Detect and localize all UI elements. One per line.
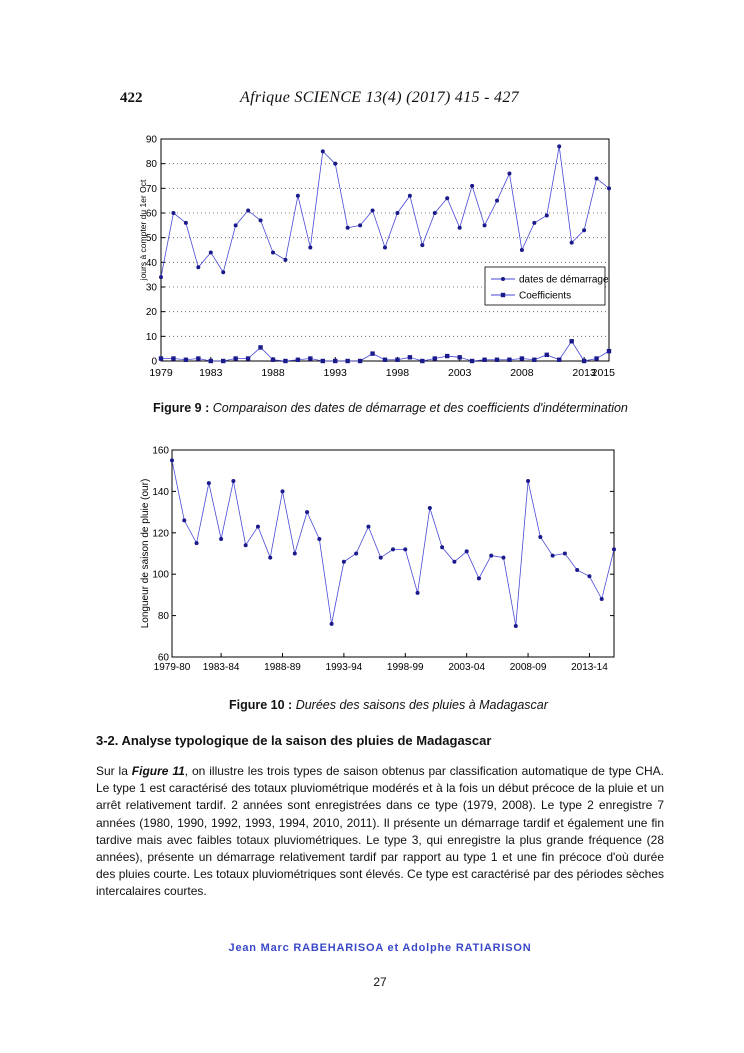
- data-point-season-length: [600, 597, 604, 601]
- x-tick-label: 2015: [591, 367, 615, 379]
- data-point-season-length: [207, 481, 211, 485]
- data-point-dates: [234, 223, 238, 227]
- data-point-coefficients: [196, 356, 200, 360]
- data-point-season-length: [526, 479, 530, 483]
- data-point-season-length: [219, 537, 223, 541]
- legend-marker-square: [501, 293, 505, 297]
- section-heading: 3-2. Analyse typologique de la saison des pluies de Madagascar: [96, 733, 492, 748]
- data-point-coefficients: [358, 359, 362, 363]
- data-point-season-length: [563, 552, 567, 556]
- data-point-season-length: [587, 574, 591, 578]
- data-point-season-length: [379, 556, 383, 560]
- data-point-season-length: [293, 552, 297, 556]
- x-tick-label: 2003-04: [448, 662, 486, 673]
- y-tick-label: 0: [151, 356, 157, 368]
- plot-frame: [172, 450, 614, 657]
- y-tick-label: 80: [145, 159, 157, 171]
- x-tick-label: 1998: [385, 367, 410, 379]
- data-point-season-length: [416, 591, 420, 595]
- data-point-coefficients: [321, 359, 325, 363]
- data-point-coefficients: [457, 355, 461, 359]
- data-point-dates: [221, 270, 225, 274]
- data-point-dates: [545, 213, 549, 217]
- x-tick-label: 2013-14: [571, 662, 608, 673]
- y-axis-label: Longueur de saison de pluie (our): [140, 478, 151, 629]
- data-point-dates: [333, 162, 337, 166]
- data-point-season-length: [330, 622, 334, 626]
- x-tick-label: 1983-84: [202, 662, 240, 673]
- data-point-season-length: [268, 556, 272, 560]
- data-point-coefficients: [308, 356, 312, 360]
- data-point-coefficients: [569, 339, 573, 343]
- series-line-season-length: [172, 460, 614, 626]
- data-point-season-length: [440, 545, 444, 549]
- x-tick-label: 1979-80: [153, 662, 191, 673]
- data-point-dates: [532, 221, 536, 225]
- figure-11-reference: Figure 11: [131, 764, 185, 778]
- data-point-coefficients: [470, 359, 474, 363]
- figure-10-chart: [136, 442, 620, 678]
- y-tick-label: 140: [152, 486, 169, 498]
- data-point-season-length: [366, 525, 370, 529]
- data-point-season-length: [575, 568, 579, 572]
- data-point-coefficients: [258, 345, 262, 349]
- y-tick-label: 10: [145, 331, 157, 343]
- data-point-dates: [607, 186, 611, 190]
- data-point-season-length: [538, 535, 542, 539]
- data-point-coefficients: [545, 353, 549, 357]
- y-tick-label: 40: [145, 257, 157, 269]
- data-point-coefficients: [433, 356, 437, 360]
- data-point-dates: [259, 218, 263, 222]
- data-point-dates: [557, 144, 561, 148]
- data-point-dates: [308, 246, 312, 250]
- y-tick-label: 120: [152, 528, 169, 540]
- data-point-dates: [595, 176, 599, 180]
- data-point-dates: [395, 211, 399, 215]
- figure-10-svg: [136, 442, 620, 678]
- figure-9-caption-text: Comparaison des dates de démarrage et des coefficients d'indétermination: [212, 401, 628, 415]
- x-tick-label: 1988-89: [264, 662, 301, 673]
- x-tick-label: 2013: [572, 367, 596, 379]
- data-point-dates: [570, 241, 574, 245]
- data-point-coefficients: [333, 359, 337, 363]
- data-point-dates: [420, 243, 424, 247]
- data-point-dates: [582, 228, 586, 232]
- data-point-coefficients: [221, 359, 225, 363]
- series-line-dates: [161, 146, 609, 277]
- y-tick-label: 50: [145, 233, 157, 245]
- figure-10-caption: [229, 698, 548, 712]
- data-point-dates: [433, 211, 437, 215]
- y-tick-label: 70: [145, 183, 157, 195]
- data-point-coefficients: [607, 349, 611, 353]
- data-point-dates: [520, 248, 524, 252]
- page-number-footer: 27: [373, 975, 387, 989]
- y-tick-label: 80: [157, 611, 169, 623]
- data-point-coefficients: [296, 358, 300, 362]
- data-point-coefficients: [445, 354, 449, 358]
- data-point-dates: [445, 196, 449, 200]
- legend-label: Coefficients: [519, 290, 572, 302]
- data-point-dates: [358, 223, 362, 227]
- data-point-season-length: [305, 510, 309, 514]
- data-point-coefficients: [271, 358, 275, 362]
- data-point-coefficients: [370, 351, 374, 355]
- data-point-season-length: [452, 560, 456, 564]
- data-point-dates: [296, 194, 300, 198]
- data-point-dates: [507, 172, 511, 176]
- legend-marker-dot: [501, 277, 505, 281]
- data-point-coefficients: [184, 358, 188, 362]
- data-point-dates: [184, 221, 188, 225]
- data-point-dates: [321, 149, 325, 153]
- y-tick-label: 60: [145, 208, 157, 220]
- y-tick-label: 30: [145, 282, 157, 294]
- figure-10-caption-label: Figure 10 :: [229, 698, 293, 712]
- data-point-dates: [196, 265, 200, 269]
- x-tick-label: 1979: [149, 367, 173, 379]
- data-point-season-length: [489, 554, 493, 558]
- x-tick-label: 1993-94: [325, 662, 363, 673]
- data-point-coefficients: [507, 358, 511, 362]
- data-point-coefficients: [246, 356, 250, 360]
- footer-authors: Jean Marc RABEHARISOA et Adolphe RATIARISON: [228, 942, 532, 954]
- x-tick-label: 2003: [447, 367, 472, 379]
- para-intro: Sur la: [96, 764, 132, 778]
- data-point-season-length: [342, 560, 346, 564]
- data-point-season-length: [231, 479, 235, 483]
- data-point-season-length: [195, 541, 199, 545]
- body-paragraph: [96, 763, 664, 901]
- data-point-dates: [171, 211, 175, 215]
- data-point-coefficients: [495, 358, 499, 362]
- y-tick-label: 160: [152, 445, 169, 457]
- data-point-dates: [159, 275, 163, 279]
- data-point-coefficients: [594, 356, 598, 360]
- data-point-coefficients: [520, 356, 524, 360]
- para-rest: , on illustre les trois types de saison obtenus par classification automatique de type CHA. Le type 1 est caractérisé des totaux pluviométrique modérés et à la fois un début précoce de la pluie et un arrêt relativement tardif. 2 années sont enregistrées dans ce type (1979, 2008). Le type 2 enregistre 7 années (1980, 1990, 1992, 1993, 1994, 2010, 2011). Il présente un démarrage tardif et également une fin tardive mais avec faibles totaux pluviométriques. Le type 3, qui enregistre la plus grande fréquence (28 années), présente un démarrage relativement tardif par rapport au type 1 et une fin précoce d'où durée des pluies courte. Les totaux pluviométriques sont élevés. Ce type est caractérisé par des périodes sèches intercalaires courtes.: [96, 764, 664, 899]
- figure-9-caption: [153, 401, 628, 415]
- data-point-coefficients: [420, 359, 424, 363]
- data-point-coefficients: [171, 356, 175, 360]
- data-point-coefficients: [345, 359, 349, 363]
- data-point-dates: [458, 226, 462, 230]
- journal-header: Afrique SCIENCE 13(4) (2017) 415 - 427: [240, 89, 519, 106]
- data-point-season-length: [170, 458, 174, 462]
- data-point-coefficients: [159, 356, 163, 360]
- y-tick-label: 20: [145, 307, 157, 319]
- figure-9-svg: [135, 132, 625, 380]
- y-axis-label: jours à compter du 1er Oct: [138, 179, 148, 281]
- figure-10-caption-text: Durées des saisons des pluies à Madagascar: [295, 698, 548, 712]
- data-point-season-length: [612, 547, 616, 551]
- data-point-season-length: [477, 576, 481, 580]
- data-point-season-length: [182, 518, 186, 522]
- x-tick-label: 2008: [510, 367, 534, 379]
- data-point-dates: [483, 223, 487, 227]
- data-point-coefficients: [408, 355, 412, 359]
- figure-9-chart: [135, 132, 625, 380]
- legend-label: dates de démarrage: [519, 274, 609, 286]
- y-tick-label: 100: [152, 569, 169, 581]
- data-point-season-length: [256, 525, 260, 529]
- data-point-coefficients: [283, 359, 287, 363]
- data-point-dates: [408, 194, 412, 198]
- data-point-coefficients: [383, 358, 387, 362]
- data-point-season-length: [354, 552, 358, 556]
- plot-frame: [161, 139, 609, 361]
- data-point-season-length: [465, 549, 469, 553]
- data-point-dates: [495, 199, 499, 203]
- data-point-coefficients: [233, 356, 237, 360]
- x-tick-label: 1983: [199, 367, 223, 379]
- y-tick-label: 90: [145, 134, 157, 146]
- figure-9-caption-label: Figure 9 :: [153, 401, 210, 415]
- data-point-season-length: [281, 489, 285, 493]
- x-tick-label: 2008-09: [509, 662, 547, 673]
- data-point-coefficients: [209, 359, 213, 363]
- data-point-coefficients: [557, 358, 561, 362]
- data-point-season-length: [428, 506, 432, 510]
- x-tick-label: 1998-99: [386, 662, 424, 673]
- data-point-season-length: [514, 624, 518, 628]
- data-point-coefficients: [482, 358, 486, 362]
- data-point-dates: [246, 209, 250, 213]
- data-point-dates: [470, 184, 474, 188]
- data-point-season-length: [502, 556, 506, 560]
- x-tick-label: 1993: [323, 367, 347, 379]
- page-number-header: 422: [120, 90, 143, 106]
- data-point-coefficients: [582, 359, 586, 363]
- data-point-coefficients: [395, 358, 399, 362]
- data-point-season-length: [391, 547, 395, 551]
- data-point-dates: [371, 209, 375, 213]
- x-tick-label: 1988: [261, 367, 285, 379]
- data-point-dates: [383, 246, 387, 250]
- data-point-dates: [271, 250, 275, 254]
- data-point-season-length: [551, 554, 555, 558]
- y-tick-label: 60: [157, 652, 169, 664]
- data-point-dates: [283, 258, 287, 262]
- data-point-season-length: [403, 547, 407, 551]
- data-point-season-length: [317, 537, 321, 541]
- data-point-season-length: [244, 543, 248, 547]
- data-point-dates: [346, 226, 350, 230]
- data-point-coefficients: [532, 358, 536, 362]
- data-point-dates: [209, 250, 213, 254]
